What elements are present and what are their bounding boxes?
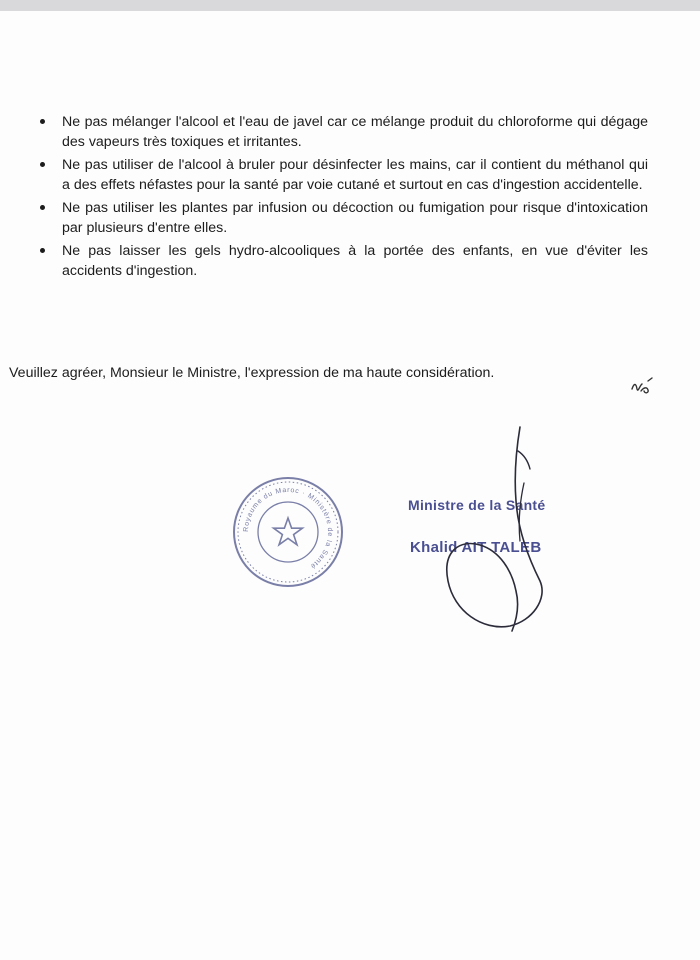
list-item-text: Ne pas mélanger l'alcool et l'eau de javel car ce mélange produit du chloroforme qui dégage des vapeurs très toxiques et irritantes. [62,114,648,150]
list-item [36,198,648,238]
advice-list [36,112,648,284]
stamp-text: Royaume du Maroc · Ministère de la Santé [242,486,334,570]
official-stamp-icon [230,474,346,590]
list-item [36,155,648,195]
bullet-icon [40,162,45,167]
bullet-icon [40,248,45,253]
svg-text:Royaume du Maroc · Ministère d [243,487,333,570]
bullet-icon [40,119,45,124]
handwritten-signature-icon [420,421,560,636]
document-page [0,11,700,960]
list-item-text: Ne pas laisser les gels hydro-alcooliques à la portée des enfants, en vue d'éviter les accidents d'ingestion. [62,243,648,279]
signatory-title: Ministre de la Santé [408,497,546,513]
bullet-icon [40,205,45,210]
top-bar [0,0,700,11]
list-item [36,112,648,152]
signatory-name: Khalid AIT TALEB [410,539,542,556]
closing-formula: Veuillez agréer, Monsieur le Ministre, l'expression de ma haute considération. [9,365,495,381]
list-item [36,241,648,281]
list-item-text: Ne pas utiliser de l'alcool à bruler pour désinfecter les mains, car il contient du méthanol qui a des effets néfastes pour la santé par voie cutané et surtout en cas d'ingestion accidentelle. [62,157,648,193]
initials-mark-icon [630,375,656,397]
list-item-text: Ne pas utiliser les plantes par infusion ou décoction ou fumigation pour risque d'intoxication par plusieurs d'entre elles. [62,200,648,236]
